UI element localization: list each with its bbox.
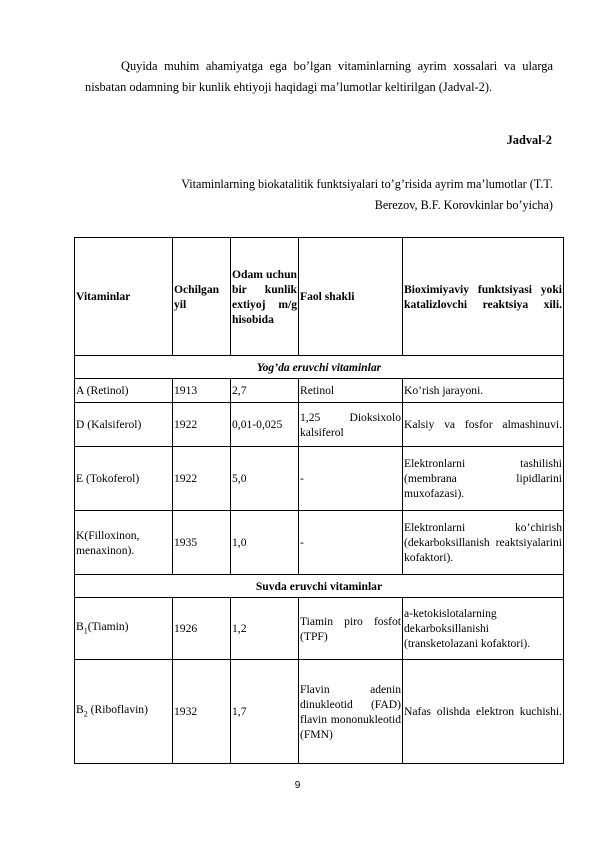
cell-need: 0,01-0,025 [231, 403, 299, 447]
cell-vitamin: K(Filloxinon, menaxinon). [75, 511, 173, 575]
section-row-water [75, 575, 564, 598]
cell-need: 5,0 [231, 447, 299, 511]
cell-vitamin: E (Tokoferol) [75, 447, 173, 511]
cell-need: 2,7 [231, 379, 299, 403]
header-year: Ochilgan yil [173, 238, 231, 356]
header-daily-need: Odam uchun bir kunlik extiyoj m/g hisobida [231, 238, 299, 356]
header-vitamin: Vitaminlar [75, 238, 173, 356]
section-row-fat [75, 356, 564, 379]
table-row [75, 598, 564, 660]
vitamin-letter: B [76, 702, 84, 716]
cell-year: 1932 [173, 660, 231, 764]
table-header-row [75, 238, 564, 356]
table-row [75, 379, 564, 403]
cell-function: Elektronlarni tashilishi (membrana lipidlarini muxofazasi). [403, 447, 564, 511]
table-caption [85, 174, 553, 216]
section-water-soluble: Suvda eruvchi vitaminlar [75, 575, 564, 598]
section-fat-soluble: Yog’da eruvchi vitaminlar [75, 356, 564, 379]
cell-need: 1,7 [231, 660, 299, 764]
cell-form: Tiamin piro fosfot (TPF) [299, 598, 403, 660]
header-function: Bioximiyaviy funktsiyasi yoki katalizlovchi reaktsiya xili. [403, 238, 564, 356]
cell-need: 1,2 [231, 598, 299, 660]
vitamins-table [74, 237, 564, 764]
cell-function: Elektronlarni ko’chirish (dekarboksillanish reaktsiyalarini kofaktori). [403, 511, 564, 575]
vitamin-letter: B [76, 619, 84, 633]
page-number: 9 [294, 780, 301, 791]
cell-vitamin [75, 660, 173, 764]
cell-form: - [299, 511, 403, 575]
vitamin-subscript: 1 [83, 626, 88, 636]
cell-function: Kalsiy va fosfor almashinuvi. [403, 403, 564, 447]
cell-vitamin: D (Kalsiferol) [75, 403, 173, 447]
intro-paragraph [85, 56, 553, 98]
caption-line-1: Vitaminlarning biokatalitik funktsiyalari to’g’risida ayrim ma’lumotlar (T.T. [181, 177, 553, 191]
cell-year: 1926 [173, 598, 231, 660]
table-label: Jadval-2 [506, 133, 552, 147]
vitamin-name: (Tiamin) [87, 619, 129, 633]
table-row [75, 660, 564, 764]
cell-year: 1922 [173, 447, 231, 511]
header-active-form: Faol shakli [299, 238, 403, 356]
cell-vitamin [75, 598, 173, 660]
table-row [75, 511, 564, 575]
vitamin-subscript: 2 [83, 709, 88, 719]
cell-year: 1913 [173, 379, 231, 403]
cell-form: 1,25 Dioksixolo kalsiferol [299, 403, 403, 447]
cell-form: - [299, 447, 403, 511]
intro-paragraph-text: Quyida muhim ahamiyatga ega bo’lgan vitaminlarning ayrim xossalari va ularga nisbatan odamning bir kunlik ehtiyoji haqidagi ma’lumotlar keltirilgan (Jadval-2). [85, 59, 553, 94]
vitamin-name: (Riboflavin) [87, 702, 148, 716]
cell-year: 1935 [173, 511, 231, 575]
cell-function: Nafas olishda elektron kuchishi. [403, 660, 564, 764]
cell-form: Flavin adenin dinukleotid (FAD) flavin mononukleotid (FMN) [299, 660, 403, 764]
cell-year: 1922 [173, 403, 231, 447]
cell-function: a-ketokislotalarning dekarboksillanishi (transketolazani kofaktori). [403, 598, 564, 660]
cell-vitamin: A (Retinol) [75, 379, 173, 403]
table-row [75, 403, 564, 447]
cell-function: Ko’rish jarayoni. [403, 379, 564, 403]
cell-need: 1,0 [231, 511, 299, 575]
cell-form: Retinol [299, 379, 403, 403]
table-row [75, 447, 564, 511]
caption-line-2: Berezov, B.F. Korovkinlar bo’yicha) [374, 198, 553, 212]
